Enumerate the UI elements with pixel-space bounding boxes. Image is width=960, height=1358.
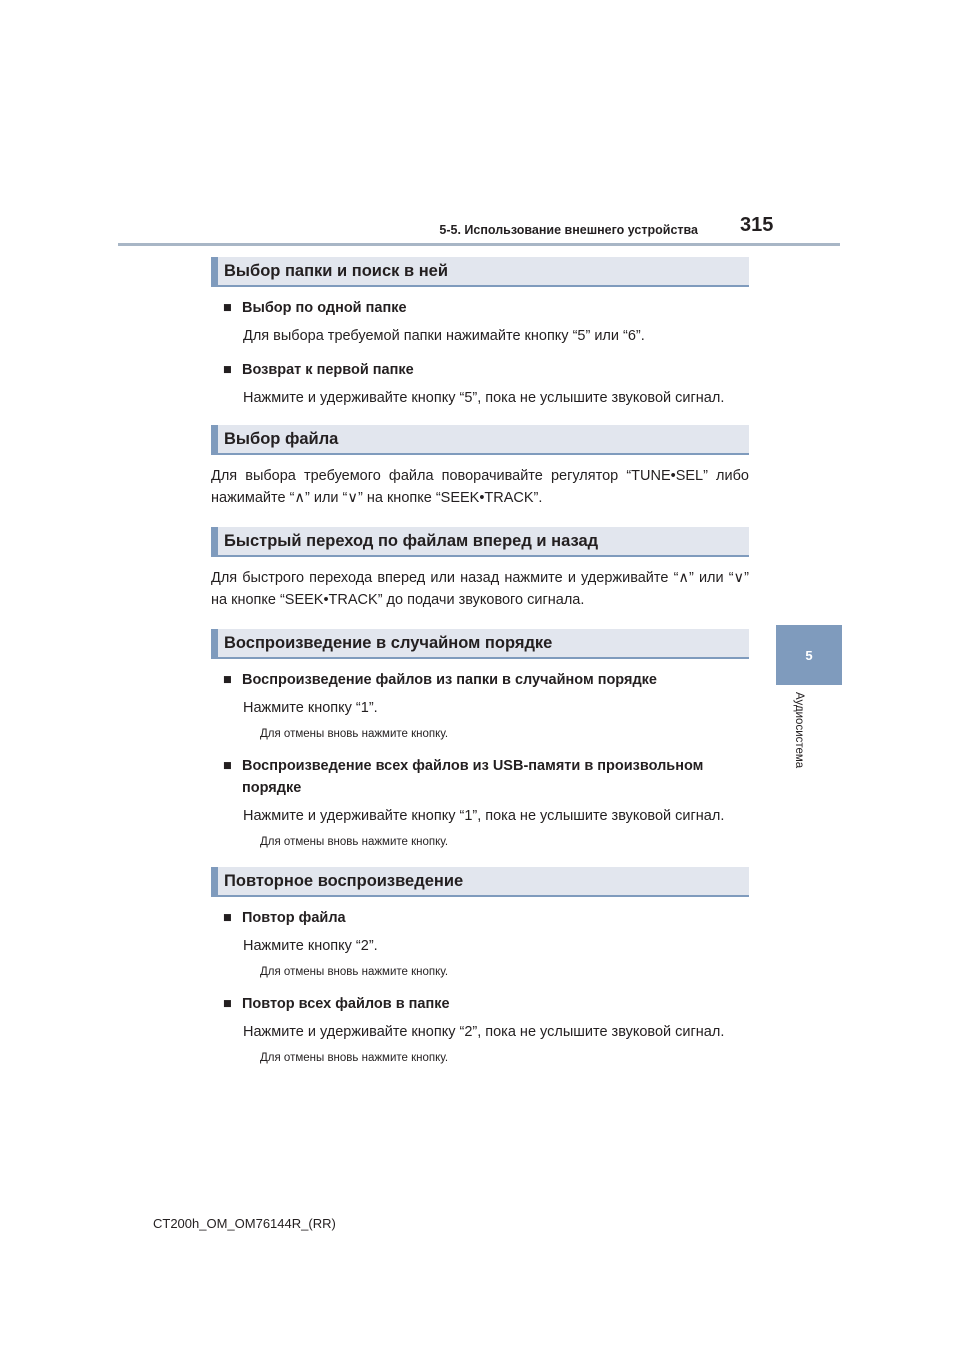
item-note: Для отмены вновь нажмите кнопку. bbox=[260, 1052, 449, 1064]
square-bullet-icon: ■ bbox=[223, 910, 232, 926]
item-note: Для отмены вновь нажмите кнопку. bbox=[260, 836, 449, 848]
section-fast-skip bbox=[211, 527, 749, 611]
section-heading: Выбор папки и поиск в ней bbox=[211, 257, 749, 287]
section-file-select bbox=[211, 425, 749, 509]
chapter-tab-label: Аудиосистема bbox=[793, 692, 805, 769]
item-heading: ■ Воспроизведение всех файлов из USB-памяти в произвольном порядке bbox=[211, 755, 749, 799]
section-folder-select bbox=[211, 257, 749, 409]
item-text: Нажмите и удерживайте кнопку “2”, пока не услышите звуковой сигнал. bbox=[243, 1024, 725, 1040]
chapter-tab[interactable] bbox=[776, 625, 842, 685]
item-note: Для отмены вновь нажмите кнопку. bbox=[260, 728, 449, 740]
square-bullet-icon: ■ bbox=[223, 996, 232, 1012]
item-text: Нажмите и удерживайте кнопку “5”, пока не услышите звуковой сигнал. bbox=[243, 390, 725, 406]
item-heading: ■ Повтор файла bbox=[211, 907, 749, 929]
square-bullet-icon: ■ bbox=[223, 300, 232, 316]
section-text: Для быстрого перехода вперед или назад нажмите и удерживайте “∧” или “∨” на кнопке “SEEK•TRACK” до подачи звукового сигнала. bbox=[211, 570, 749, 608]
item-heading: ■ Возврат к первой папке bbox=[211, 359, 749, 381]
section-text: Для выбора требуемого файла поворачивайте регулятор “TUNE•SEL” либо нажимайте “∧” или “∨” на кнопке “SEEK•TRACK”. bbox=[211, 468, 749, 506]
document-code: CT200h_OM_OM76144R_(RR) bbox=[153, 1216, 336, 1231]
section-random-play bbox=[211, 629, 749, 851]
item-heading: ■ Воспроизведение файлов из папки в случайном порядке bbox=[211, 669, 749, 691]
page-content bbox=[211, 257, 749, 1067]
section-heading: Выбор файла bbox=[211, 425, 749, 455]
item-heading: ■ Выбор по одной папке bbox=[211, 297, 749, 319]
section-heading: Быстрый переход по файлам вперед и назад bbox=[211, 527, 749, 557]
section-repeat-play bbox=[211, 867, 749, 1067]
item-text: Нажмите кнопку “1”. bbox=[243, 700, 378, 716]
square-bullet-icon: ■ bbox=[223, 362, 232, 378]
item-note: Для отмены вновь нажмите кнопку. bbox=[260, 966, 449, 978]
square-bullet-icon: ■ bbox=[223, 758, 232, 774]
running-header-section: 5-5. Использование внешнего устройства bbox=[439, 223, 698, 237]
section-heading: Воспроизведение в случайном порядке bbox=[211, 629, 749, 659]
square-bullet-icon: ■ bbox=[223, 672, 232, 688]
header-rule bbox=[118, 243, 840, 246]
item-heading: ■ Повтор всех файлов в папке bbox=[211, 993, 749, 1015]
chapter-tab-number: 5 bbox=[805, 647, 813, 663]
page-number: 315 bbox=[740, 214, 774, 236]
section-heading: Повторное воспроизведение bbox=[211, 867, 749, 897]
item-text: Нажмите кнопку “2”. bbox=[243, 938, 378, 954]
item-text: Нажмите и удерживайте кнопку “1”, пока не услышите звуковой сигнал. bbox=[243, 808, 725, 824]
item-text: Для выбора требуемой папки нажимайте кнопку “5” или “6”. bbox=[243, 328, 645, 344]
